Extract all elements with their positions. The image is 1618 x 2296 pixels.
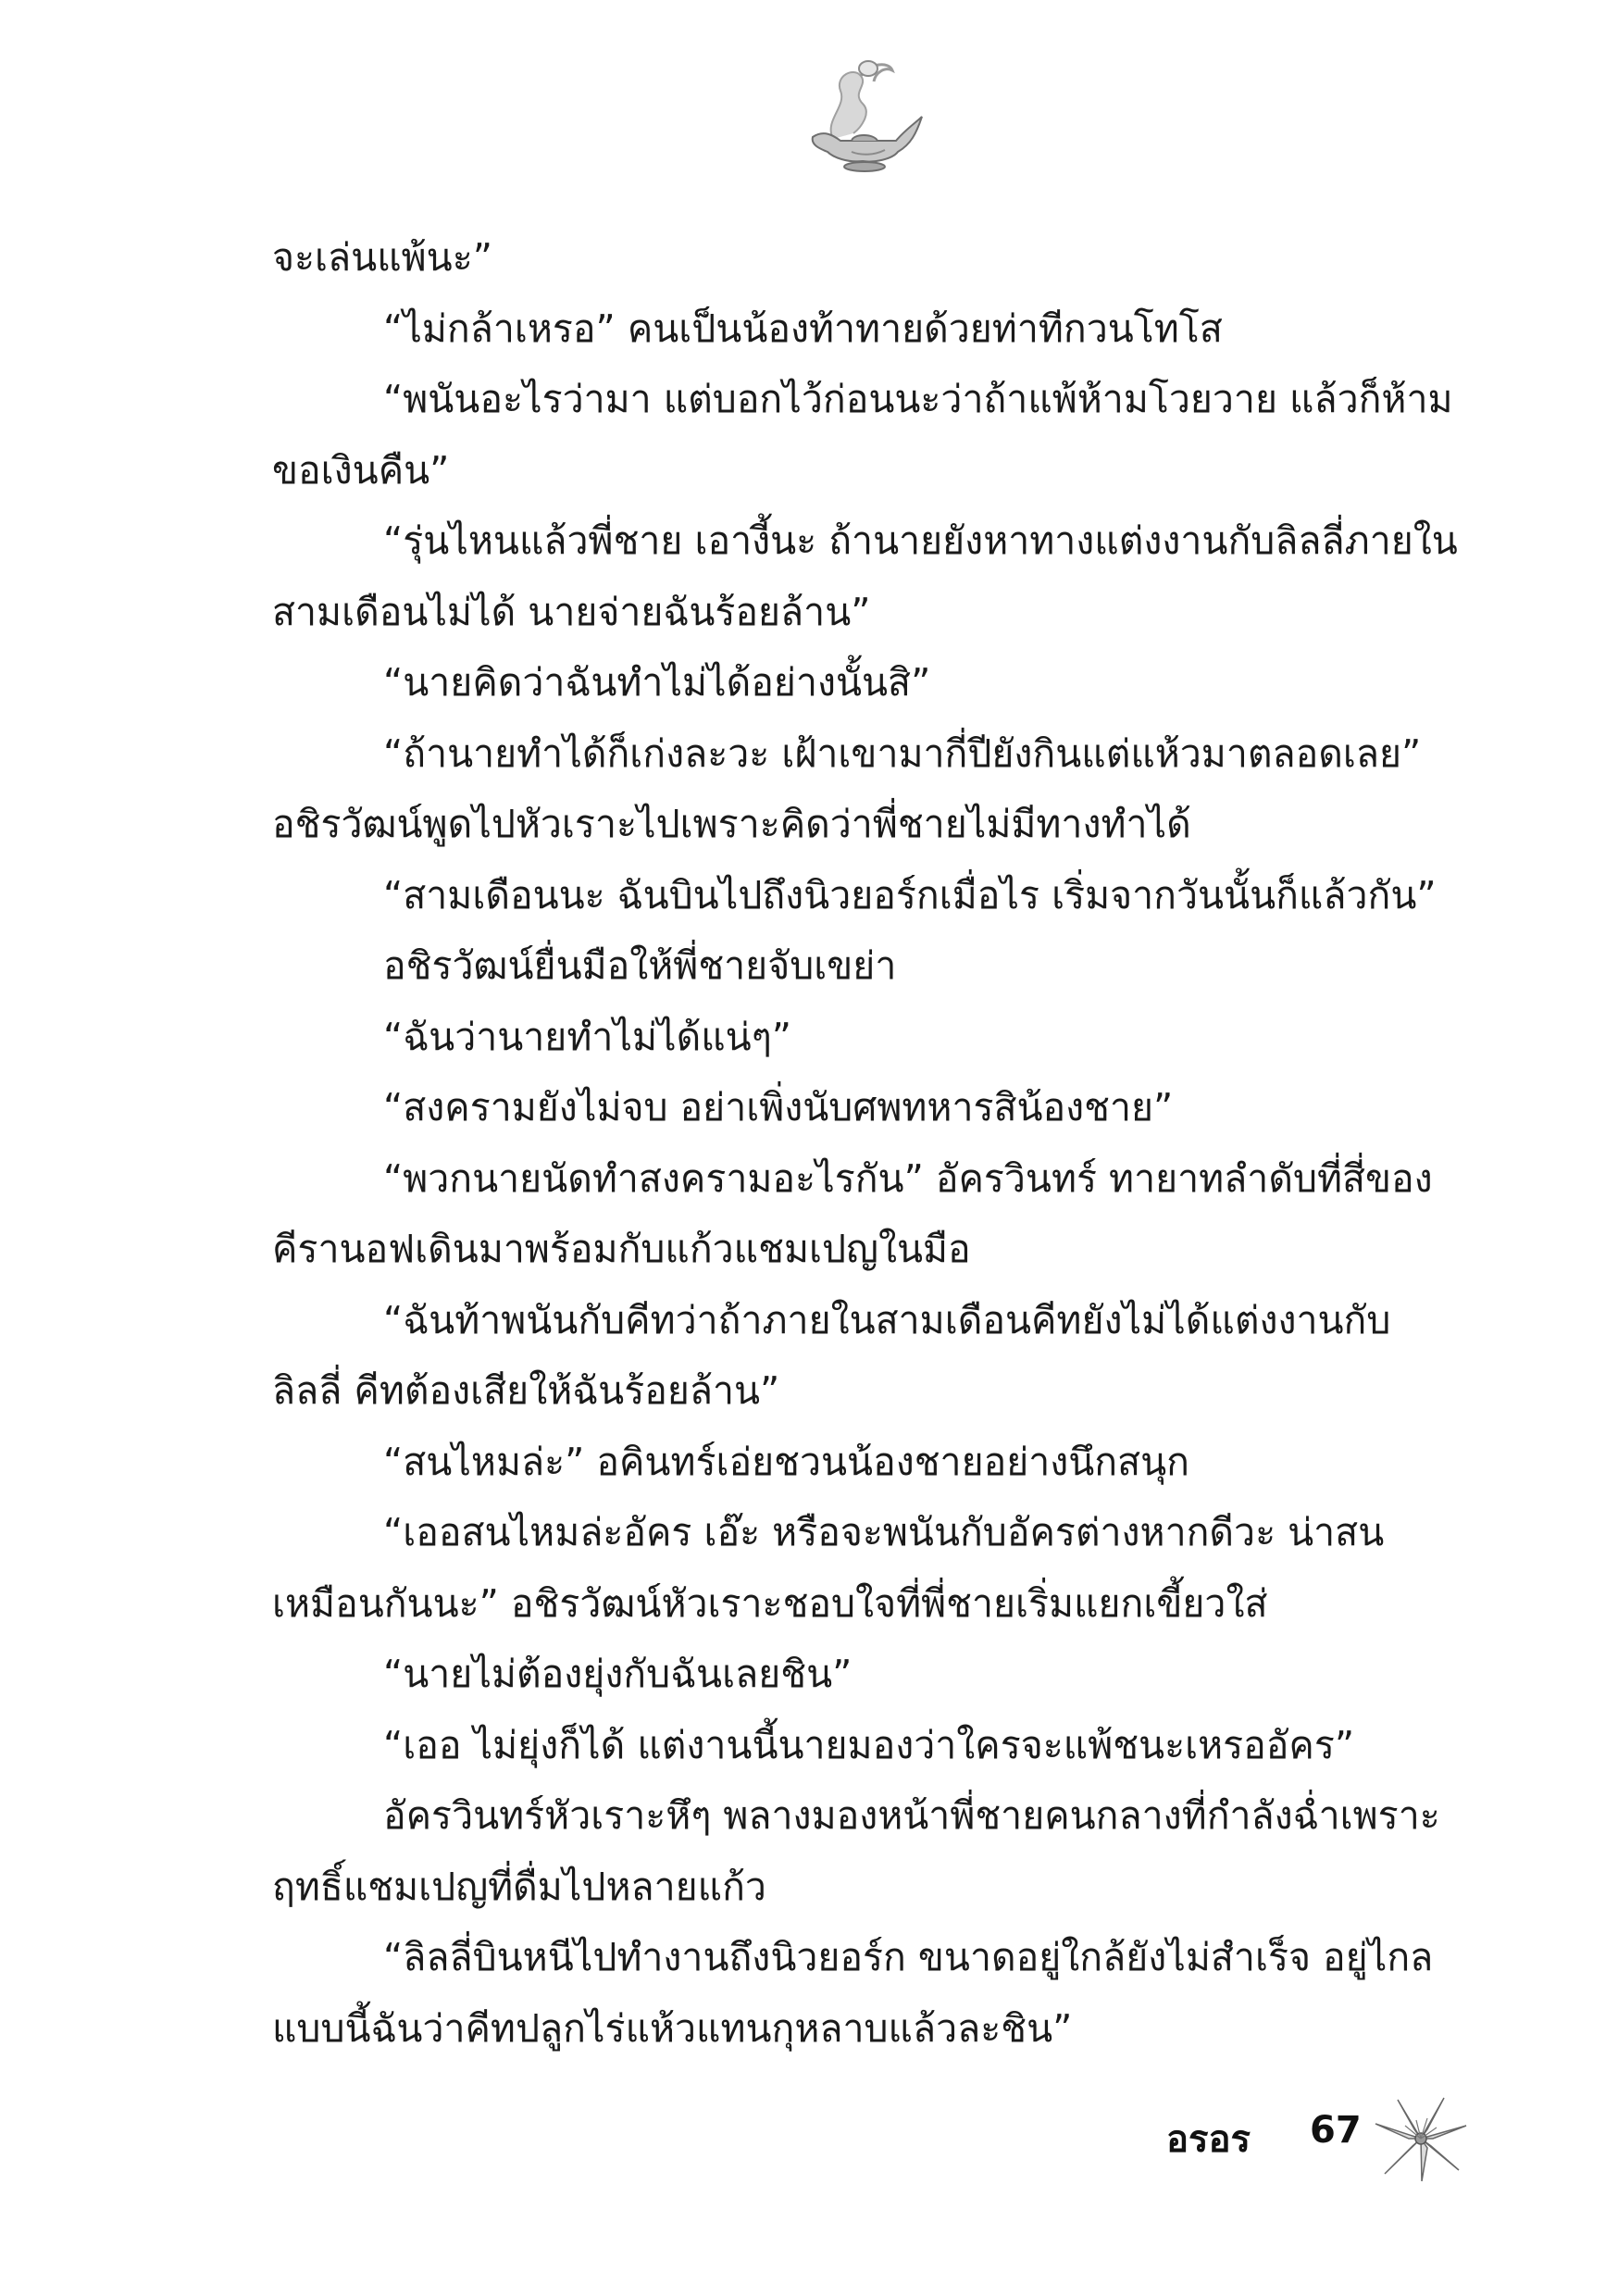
- page-footer: [1166, 2092, 1481, 2185]
- book-title: อรอร: [1166, 2118, 1251, 2161]
- text-line: “พนันอะไรว่ามา แต่บอกไว้ก่อนนะว่าถ้าแพ้ห้ามโวยวาย แล้วก็ห้าม: [383, 377, 1453, 421]
- text-line: “นายไม่ต้องยุ่งกับฉันเลยชิน”: [383, 1652, 853, 1696]
- text-line: อัครวินทร์หัวเราะหึๆ พลางมองหน้าพี่ชายคนกลางที่กำลังฉ่ำเพราะ: [383, 1793, 1440, 1838]
- text-line: อชิรวัฒน์ยื่นมือให้พี่ชายจับเขย่า: [383, 943, 897, 988]
- text-line: “ฉันว่านายทำไม่ได้แน่ๆ”: [383, 1014, 791, 1059]
- text-line: “นายคิดว่าฉันทำไม่ได้อย่างนั้นสิ”: [383, 660, 931, 705]
- text-line: “สงครามยังไม่จบ อย่าเพิ่งนับศพทหารสิน้องชาย”: [383, 1085, 1174, 1129]
- text-line: “ไม่กล้าเหรอ” คนเป็นน้องท้าทายด้วยท่าทีกวนโทโส: [383, 306, 1223, 351]
- text-line: แบบนี้ฉันว่าคีทปลูกไร่แห้วแทนกุหลาบแล้วละชิน”: [272, 2005, 1073, 2051]
- text-line: สามเดือนไม่ได้ นายจ่ายฉันร้อยล้าน”: [272, 589, 871, 634]
- text-line: “เออ ไม่ยุ่งก็ได้ แต่งานนี้นายมองว่าใครจะแพ้ชนะเหรออัคร”: [383, 1722, 1355, 1767]
- text-line: “ถ้านายทำได้ก็เก่งละวะ เฝ้าเขามากี่ปียังกินแต่แห้วมาตลอดเลย”: [383, 730, 1422, 776]
- text-line: “ลิลลี่บินหนีไปทำงานถึงนิวยอร์ก ขนาดอยู่ใกล้ยังไม่สำเร็จ อยู่ไกล: [383, 1935, 1434, 1979]
- text-line: ขอเงินคืน”: [272, 447, 450, 493]
- text-line: “เออสนไหมล่ะอัคร เอ๊ะ หรือจะพนันกับอัครต่างหากดีวะ น่าสน: [383, 1510, 1385, 1554]
- text-line: จะเล่นแพ้นะ”: [272, 235, 492, 280]
- text-line: “พวกนายนัดทำสงครามอะไรกัน” อัครวินทร์ ทายาทลำดับที่สี่ของ: [383, 1155, 1433, 1201]
- page-number: 67: [1310, 2109, 1362, 2152]
- text-line: คีรานอฟเดินมาพร้อมกับแก้วแชมเปญในมือ: [272, 1227, 971, 1271]
- text-line: “ฉันท้าพนันกับคีทว่าถ้าภายในสามเดือนคีทยังไม่ได้แต่งงานกับ: [383, 1297, 1391, 1342]
- text-line: อชิรวัฒน์พูดไปหัวเราะไปเพราะคิดว่าพี่ชายไม่มีทางทำได้: [272, 802, 1191, 846]
- text-line: “รุ่นไหนแล้วพี่ชาย เอางี้นะ ถ้านายยังหาทางแต่งงานกับลิลลี่ภายใน: [383, 518, 1458, 563]
- text-line: “สนไหมล่ะ” อคินทร์เอ่ยชวนน้องชายอย่างนึกสนุก: [383, 1439, 1190, 1484]
- story-text: [272, 222, 1466, 2064]
- text-line: เหมือนกันนะ” อชิรวัฒน์หัวเราะชอบใจที่พี่ชายเริ่มแยกเขี้ยวใส่: [272, 1580, 1268, 1626]
- text-line: ลิลลี่ คีทต้องเสียให้ฉันร้อยล้าน”: [272, 1368, 780, 1413]
- text-line: “สามเดือนนะ ฉันบินไปถึงนิวยอร์กเมื่อไร เริ่มจากวันนั้นก็แล้วกัน”: [383, 872, 1437, 917]
- genie-lamp-icon: [796, 56, 926, 176]
- text-line: ฤทธิ์แชมเปญที่ดื่มไปหลายแก้ว: [272, 1864, 766, 1909]
- lily-flower-icon: [1370, 2092, 1472, 2185]
